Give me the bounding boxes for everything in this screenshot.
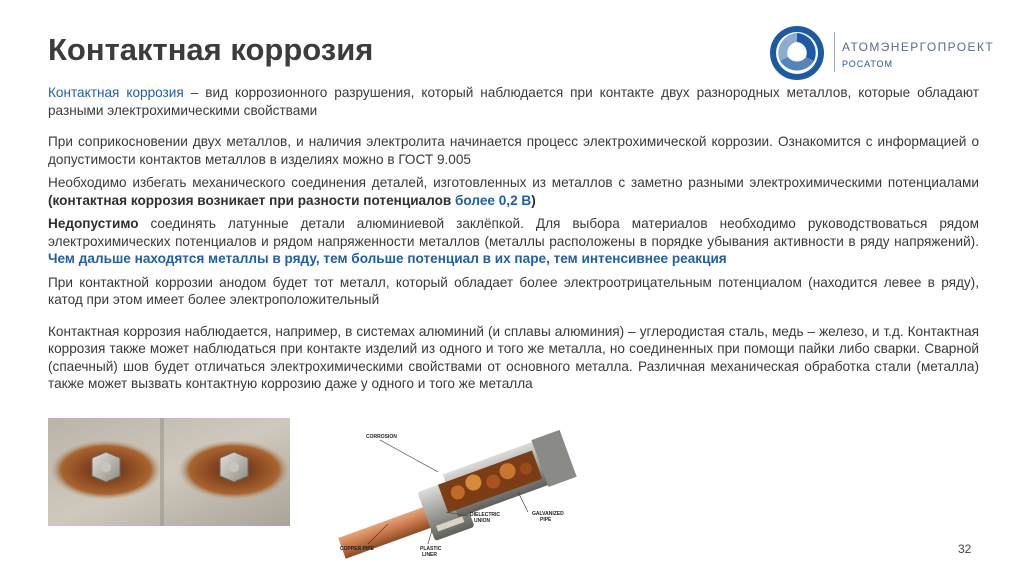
potential-threshold: более 0,2 В [455,192,532,208]
forbidden-text: соединять латунные детали алюминиевой заклёпкой. Для выбора материалов необходимо руководствоваться рядом электрохимических потенциалов и рядом напряженности металлов (металлы расположены в порядке убывания активности в ряду напряжений). [48,216,979,249]
avoid-bold: (контактная коррозия возникает при разности потенциалов [48,192,456,208]
paragraph-definition [48,84,979,119]
page-number: 32 [958,542,972,556]
company-logo [768,24,995,84]
label-dielectric-2: UNION [474,518,491,524]
forbidden-bold: Недопустимо [48,216,139,231]
anode-text: При контактной коррозии анодом будет тот металл, который обладает более электроотрицательным потенциалом (находится левее в ряду), катод при этом имеет более электроположительный [48,274,979,307]
paragraph-forbidden [48,215,979,268]
label-plastic-2: LINER [422,552,437,558]
label-galvanized-1: GALVANIZED [532,511,564,517]
logo-company-name: АТОМЭНЕРГОПРОЕКТ [842,40,995,54]
term-highlight: Контактная коррозия [48,85,184,100]
paragraph-examples [48,323,979,393]
pipe-corrosion-diagram [328,412,590,562]
paragraph-electrolyte [48,133,979,168]
label-galvanized-2: PIPE [540,517,552,523]
paragraph-avoid [48,174,979,209]
examples-text: Контактная коррозия наблюдается, например, в системах алюминий (и сплавы алюминия) – углеродистая сталь, медь – железо, и т.д. Контактная коррозия также может наблюдаться при контакте изделий из одного и того же металла, но соединенных при помощи пайки либо сварки. Сварной (спаечный) шов будет отличаться электрохимическими свойствами от основного металла. Различная механическая обработка стали (металла) также может вызвать контактную коррозию даже у одного и того же металла [48,323,979,391]
slide-title: Контактная коррозия [48,32,374,67]
logo-divider [834,32,835,72]
rosatom-emblem-icon [768,24,826,82]
avoid-close: ) [531,192,536,208]
label-dielectric-1: DIELECTRIC [470,512,500,518]
label-copper-pipe: COPPER PIPE [340,546,374,552]
label-plastic-1: PLASTIC [420,546,442,552]
series-highlight: Чем дальше находятся металлы в ряду, тем больше потенциал в их паре, тем интенсивнее реакция [48,251,727,266]
logo-parent-name: РОСАТОМ [842,59,893,69]
slide-body [48,84,979,399]
paragraph-anode [48,274,979,309]
electrolyte-text: При соприкосновении двух металлов, и наличия электролита начинается процесс электрохимической коррозии. Ознакомится с информацией о допустимости контактов металлов в изделиях можно в ГОСТ 9.005 [48,134,979,167]
label-corrosion: CORROSION [366,434,397,440]
rusted-bolts-photo [48,418,290,526]
avoid-text: Необходимо избегать механического соединения деталей, изготовленных из металлов с заметно разными электрохимическими потенциалами [48,175,979,190]
definition-text: – вид коррозионного разрушения, который наблюдается при контакте двух разнородных металлов, которые обладают разными электрохимическими свойствами [48,85,979,118]
